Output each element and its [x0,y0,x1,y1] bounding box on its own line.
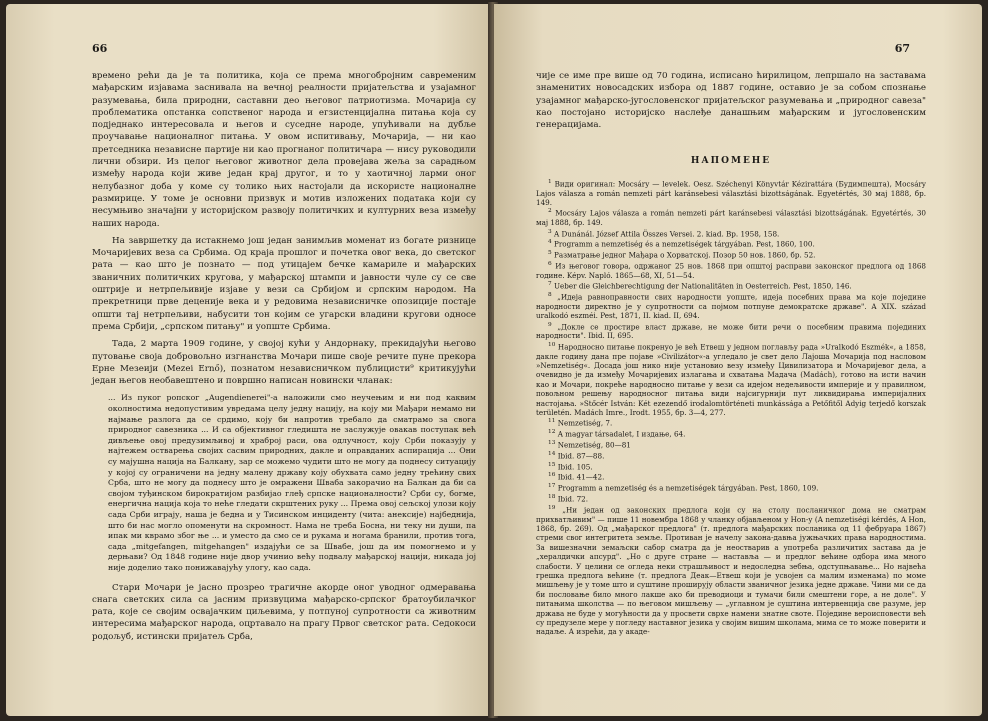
footnote-text: Programm a nemzetiség és a nemzetiségek tárgyában. Pest, 1860, 109. [557,483,819,493]
paragraph: чије се име пре више од 70 година, исписано ћирилицом, лепршало на заставама знаменитих новосадских избора од 1887 године, оставио је за собом спознање узајамног мађарско-југословенског пријатељског разумевања и „природног савеза" као постојано историјско наслеђе данашњим мађарским и југословенским генерацијама. [536,71,926,131]
footnote-text: Разматрање једног Мађара о Хорватској. Позор 50 нов. 1860, бр. 52. [554,250,816,260]
paragraph: На завршетку да истакнемо још један занимљив моменат из богате ризнице Мочаријевих веза са Србима. Од краја прошлог и почетка овог века, до светског рата — као што је познато — под утицајем бечке камарилe и мађарских званичних политичких кругова, у мађарској штампи и јавности чуле су се све оштрије и нетрпељивије изјаве у вези са Србијом и српским народом. На прекретници прве деценије века и у редовима независничке опозиције постаје општи тај нетрпељиви, набусити тон којим се угарски владини кругови односе према Србији, „српском питању" и уопште Србима. [92,235,476,332]
footnote-text: A magyar társadalet, I издање, 64. [557,429,686,439]
footnote [536,428,926,439]
footnote-number: 15 [548,461,556,468]
footnote-number: 13 [548,440,556,447]
right-page-body [536,70,926,637]
footnote [536,291,926,321]
footnote [536,493,926,504]
footnote-text: Ibid. 105. [557,462,593,472]
footnote-text: Mocsáry Lajos válasza a román nemzeti párt karánsebesi választási bizottságának. Egyetértés, 30 мај 1888, бр. 149. [536,208,926,228]
footnote [536,417,926,428]
footnote-text: Народносно питање покренуо је већ Етвеш у једном поглављу рада »Uralkodó Eszmék«, а 1858, дакле годину дана пре појаве »Civilizátor«-а угледало је свет дело Лајоша Мочарија под насловом »Nemzetiség«. Досада још нико није установио везу између Цивилизатора и Мочаријевог дела, а очевидно је да између Мочаријевих излагања и схватања Мадача (Madách), готово на исти начин као и Мочари, покреће народносно питање у вези са идејом недељивости империје и у правилном, повољном решењу народносног питања види најсигурнији пут ликвидирања империјалних настојања. »Stőcér István: Két ezezendő irodalomtörténeti munkássága a Petőfitől Adyig terjedő korszak területén. Madách Imre., Irodt. 1955, бр. 3—4, 277. [536,342,926,418]
footnote-number: 1 [548,178,552,185]
footnotes-list [536,178,926,637]
footnote [536,482,926,493]
footnote-number: 6 [548,260,552,267]
paragraph: времено рећи да је та политика, која се према многобројним савременим мађарским изјавама заснивала на вечној реалности пријатељства и узајамног разумевања, била природни, саставни део његовог патриотизма. Мочарија су проблематика опстанка сопственог народа и егзистенцијална питања која су подједнако интересовала и његов и суседне народе, упућивали на дубље проучавање националног питања. У овом испитивању, Мочарија, — ни као претседника независне партије ни као прогнаног политичара — нису руководили лични обзири. Из целог његовог животног дела провејава жеља за сарадњом између народа који живе један крај другог, и то у хаотичној ларми оног нелубазног доба у коме су толико њих настојали да искористе националне размирице. У томе је основни призвук и мотив изложених података који су несумњиво значајни у историјском развоју политичких и културних веза између наших народа. [92,71,476,229]
paragraph: Стари Мочари је јасно прозрео трагичне акорде оног уводног одмеравања снага светских сила са јасним призвуцима мађарско-српског братоубилачког рата, које се својим освајачким циљевима, у потпуној супротности са животним интересима мађарског народа, оцртавало на прагу Првог светског рата. Седокоси родољуб, истински пријатељ Срба, [92,582,476,642]
footnote [536,450,926,461]
footnote-number: 2 [548,208,552,215]
footnote-number: 7 [548,281,552,288]
paragraph: Тада, 2 марта 1909 године, у својој кући у Андорнаку, прекидајући његово путовање своја добровољно изгнанства Мочари пише своје речите пуне прекора Ерне Мезеији (Mezei Ernő), познатом независничком публицисти⁹ критикујући један његов необавештено и површно написан новински чланак: [92,339,476,387]
footnote-number: 18 [548,494,556,501]
right-page [494,4,982,716]
footnote [536,260,926,280]
footnote-text: „Ни један од законских предлога који су на столу посланичког дома не сматрам прихватљивим" — пише 11 новембра 1868 у чланку објављеном у Hon-у (A nemzetiségi kérdés, A Hon, 1868, бр. 269). Од „мађарског предлога" (т. предлога мађарских посланика од 11 фебруара 1867) стреми свог интегритета земље. Противан је начелу закона-давња јужњачких права народностима. За вишезначни земаљски сабор сматра да је неостварив а употреба различитих застава да је „хералдички апсурд". „Но с друге стране — наставља — и предлог већине одбора има много слабости. У целини се огледа неки страшљивост и недоследна зебња, одступњавање... Но највећа грешка предлога већине (т. предлога Деак—Етвеш који је усвојен са малим изменама) по моме мишљењу је у томе што и суштине проширују области званичног језика једне државе. Чини ми се да би пословање било много лакше ако би преводиоци и тумачи били смештени горе, а не доле". У питањима школства — по његовом мишљењу — „углавном је суштина интервенција све разуме, јер држава не буде у могућности да у просвети сврхе намени знатне своте. Поједине вероисповести већ су предузеле мере у погледу наставног језика у својим вишим школама, мима се то може поверити и надаље. А изрећи, да у акаде- [536,505,926,637]
footnote-number: 10 [548,341,556,348]
footnote [536,178,926,208]
footnote-number: 3 [548,228,552,235]
footnote-text: A Dunánál. József Attila Összes Versei. 2. kiad. Bp. 1958, 158. [554,228,780,238]
footnote-number: 12 [548,429,556,436]
footnote-number: 17 [548,483,556,490]
footnote [536,461,926,472]
footnote-number: 11 [548,418,556,425]
notes-heading: НАПОМЕНЕ [690,156,772,167]
footnote [536,341,926,418]
footnote-text: Nemzetiség, 7. [557,418,613,428]
footnote [536,471,926,482]
footnote [536,321,926,341]
footnote-text: „Докле се простире власт државе, не може бити речи о посебним правима појединих народности". Ibid. II, 695. [536,321,926,341]
footnote-text: Ibid. 87—88. [557,451,605,461]
footnote-number: 8 [548,291,552,298]
page-number-left: 66 [92,42,108,55]
footnote [536,238,926,249]
left-page [6,4,492,716]
footnote-text: Види оригинал: Mocsáry — levelek. Oesz. Széchenyi Könyvtár Kézirattára (Будимпешта), Mocsáry Lajos válasza a román nemzeti párt karánsebesi választási bizottságának. Egyetértés, 30 мај 1888, бр. 149. [536,179,926,207]
footnote-text: Ueber die Gleichberechtigung der Nationalitäten in Oesterreich. Pest, 1850, 146. [554,281,852,291]
footnote-text: Ibid. 72. [557,494,589,504]
footnote [536,280,926,291]
footnote-text: Из његовог говора, одржаног 25 нов. 1868 при општој расправи законског предлога од 1868 године. Képv. Napló. 1865—68, XI, 51—54. [536,261,926,280]
footnote [536,228,926,239]
block-quote: ... Из пуког ропског „Augendienerei"-а наложили смо неучењим и ни под каквим околностима недопустивим увредама целу једну нацију, на коју ми Мађари немамо ни најмање разлога да се срдимо, коју би напротив требало да сматрамо за свога природног савезника ... И са објективног гледишта не заслужује овакав поступак већ дивљење овој предузимљивој и храброј раси, ова одлучност, коју Срби показују у најтежем остварења својих сасвим природних, дакле и оправданих аспирација ... Они су мајушна нација на Балкану, зар се можемо чудити што не могу да поднесу ситуацију у којој су ограничени на једну малену државу коју обухвата само једну трећину свих Срба, што не могу да поднесу што је омражени Шваба закорачио на Балкан да би са својом туђинском бирократијом разбијао глеђ српске националности? Срби су, богме, енергична нација која то неће гледати скрштених руку ... Према овој сељској улози коју сада Срби играју, наша је бедна и у Тисинском инциденту (чита: анексије) најбеднија, што би нас могло опоменути на скромност. Нама не треба Босна, ни теку ни души, па ипак ми кврамо због ње ... и уместо да смо се и рукама и ногама бранили, против тога, сада „mitgefangen, mitgehangen" издајући се за Швабе, још да им помогнемо и у дерњави? Од 1848 године није двор учинио већу подвалу мађарској нацији, никада јој није доделио тако понижавајућу улогу, као сада. [108,393,476,572]
footnote-number: 14 [548,450,556,457]
footnote [536,439,926,450]
footnote [536,207,926,227]
footnote-text: „Идеја равноправности свих народности уопште, идеја посебних права ма које поједине народности директно је у супротности са појмом потпуне демократске државе". A XIX. század uralkodó eszméi. Pest, 1871, II. kiad. II, 694. [536,292,926,321]
footnote-text: Programm a nemzetiség és a nemzetiségek tárgyában. Pest, 1860, 100. [554,239,815,249]
footnote-number: 19 [548,504,556,511]
footnote-text: Nemzetiség, 80—81 [557,440,631,450]
footnote [536,504,926,637]
footnote-number: 16 [548,472,556,479]
footnote-number: 4 [548,239,552,246]
footnote-text: Ibid. 41—42. [557,472,605,482]
footnote-number: 9 [548,321,552,328]
left-page-body [92,70,476,643]
page-number-right: 67 [894,42,910,55]
footnote-number: 5 [548,250,552,257]
footnote [536,249,926,260]
